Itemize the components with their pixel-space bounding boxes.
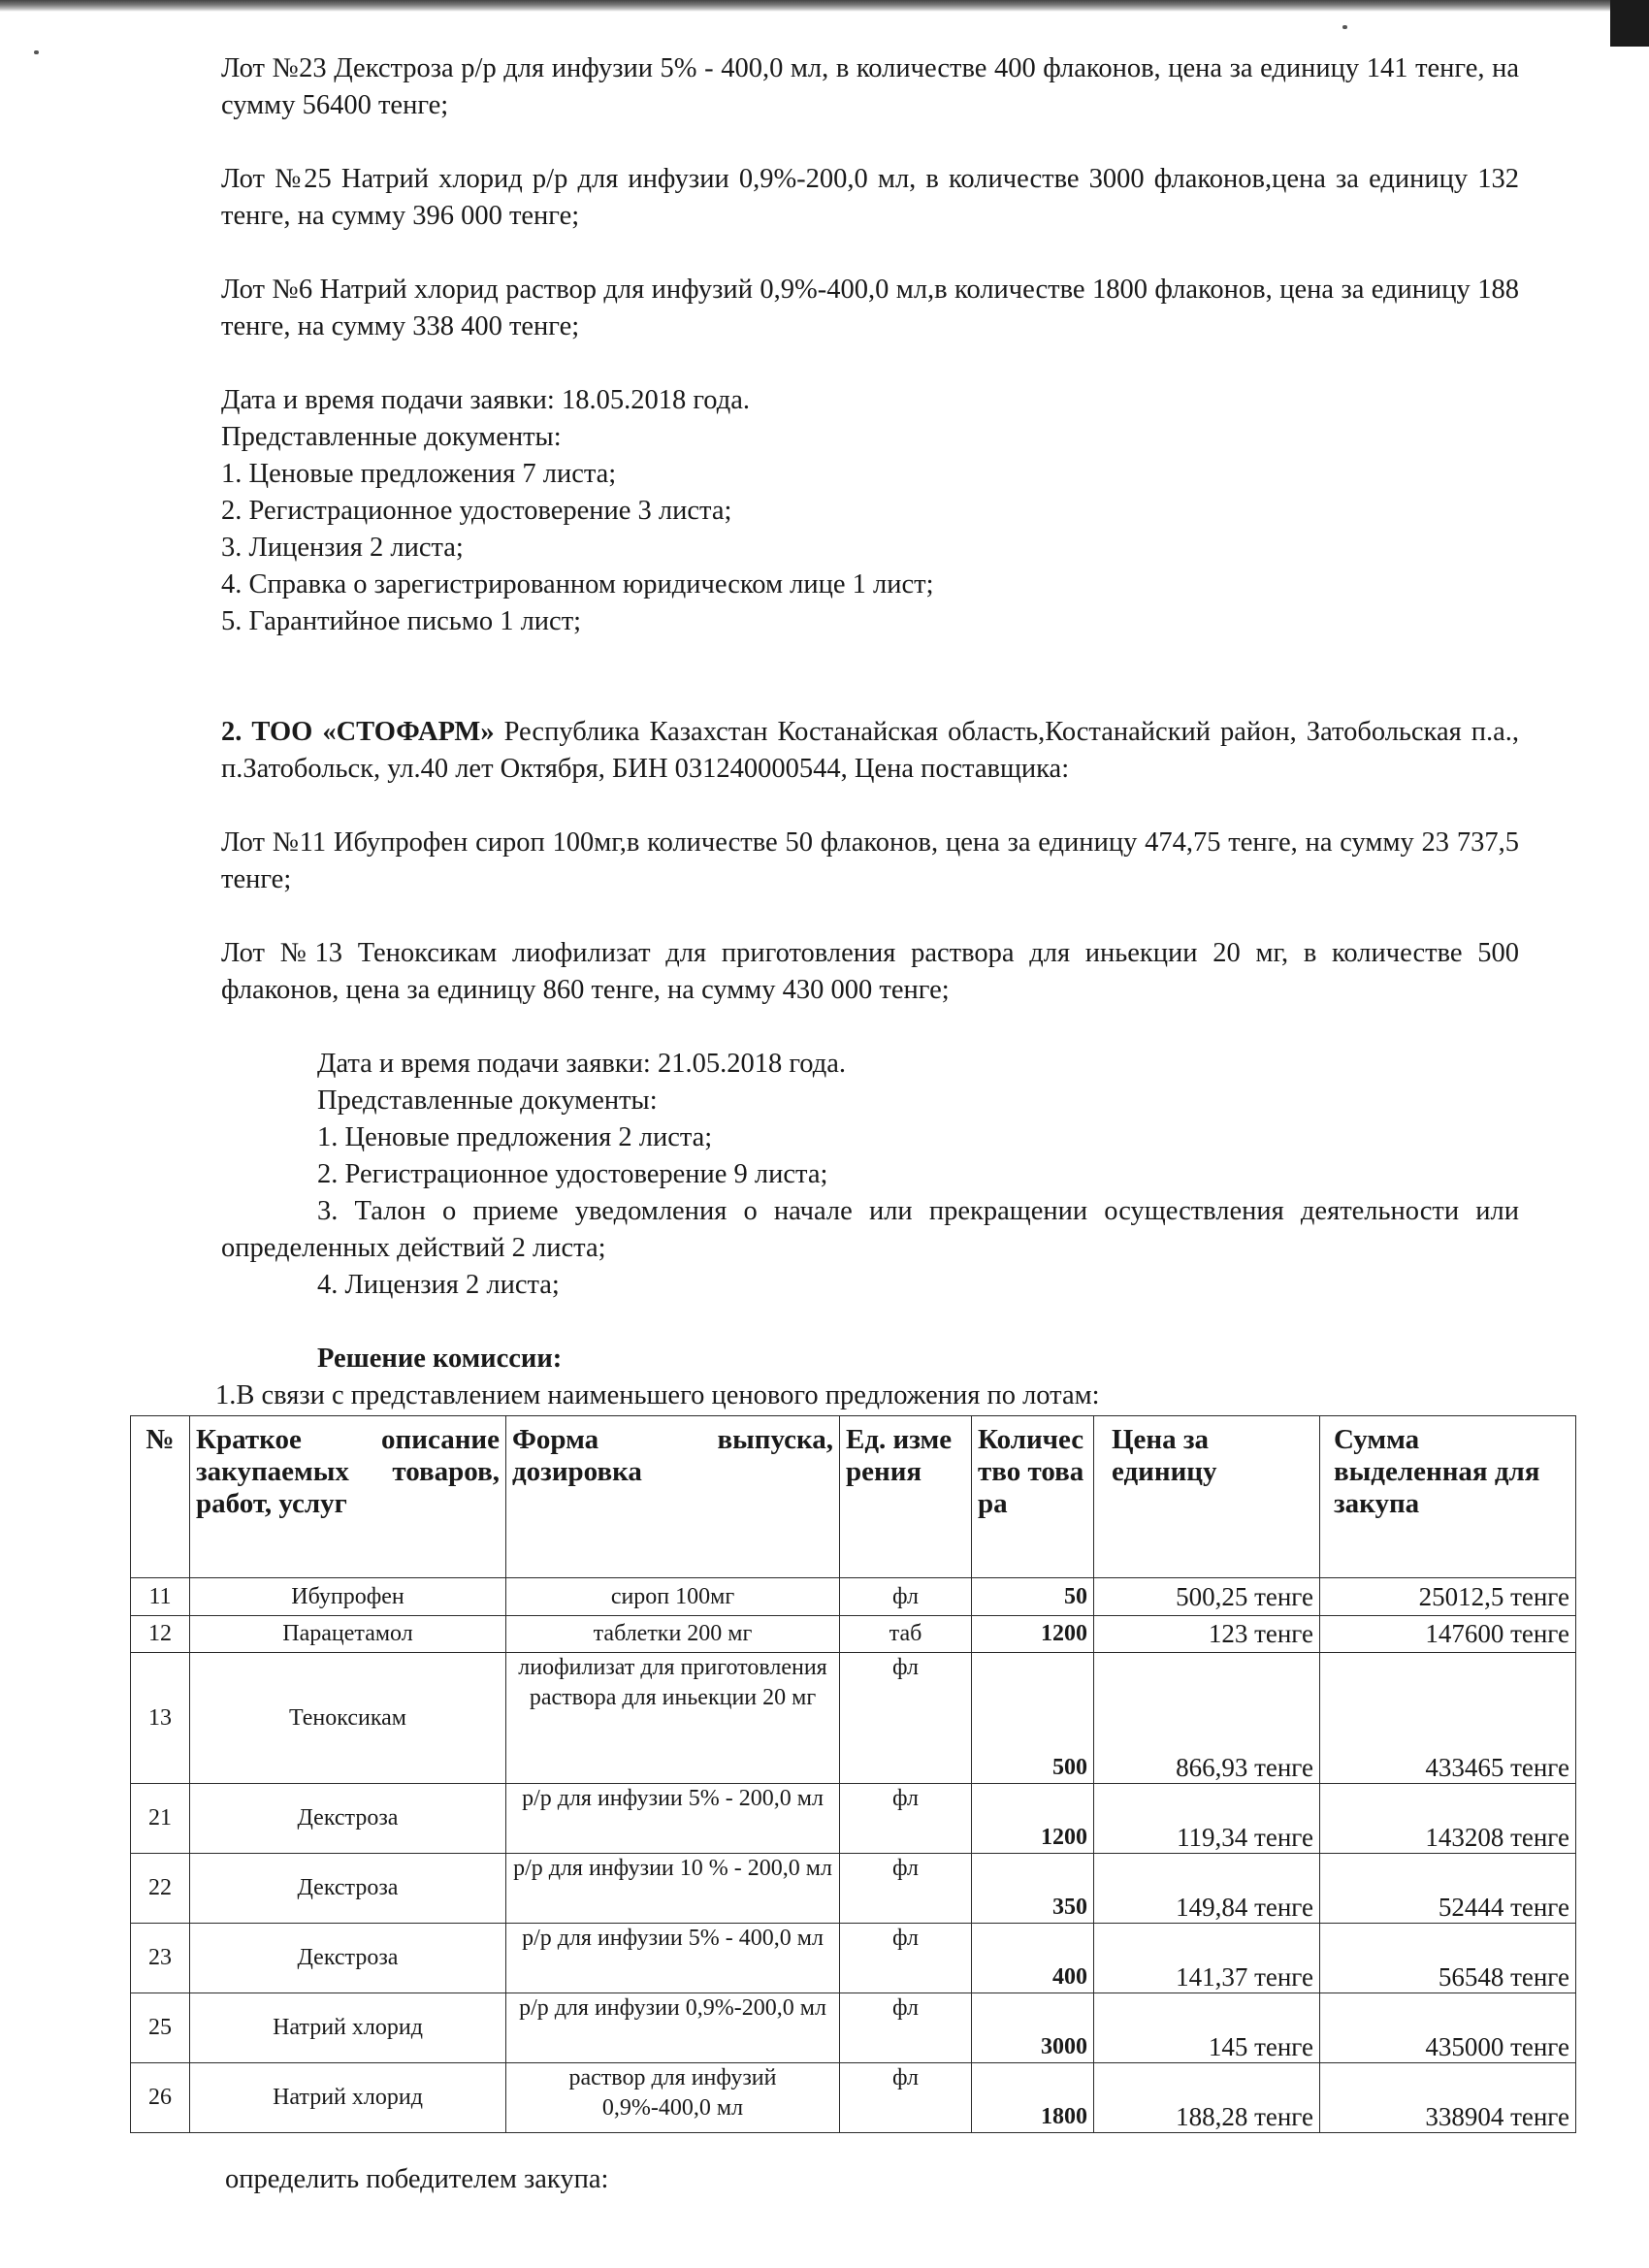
header-total: Сумма выделенная для закупа xyxy=(1320,1416,1576,1578)
row-number: 26 xyxy=(131,2063,190,2133)
documents-title: Представленные документы: xyxy=(221,422,562,452)
row-total: 147600 тенге xyxy=(1320,1616,1576,1653)
row-quantity: 3000 xyxy=(972,1993,1094,2063)
row-name: Натрий хлорид xyxy=(190,2063,506,2133)
document-item: 4. Лицензия 2 листа; xyxy=(317,1270,560,1300)
row-name: Декстроза xyxy=(190,1924,506,1993)
row-quantity: 50 xyxy=(972,1578,1094,1616)
row-price: 119,34 тенге xyxy=(1094,1784,1320,1854)
row-unit: фл xyxy=(840,1993,972,2063)
row-name: Натрий хлорид xyxy=(190,1993,506,2063)
row-quantity: 1200 xyxy=(972,1616,1094,1653)
row-form: раствор для инфузий 0,9%-400,0 мл xyxy=(506,2063,840,2133)
document-item: 4. Справка о зарегистрированном юридическом лице 1 лист; xyxy=(221,569,934,599)
row-form: р/р для инфузии 5% - 200,0 мл xyxy=(506,1784,840,1854)
row-number: 21 xyxy=(131,1784,190,1854)
row-price: 145 тенге xyxy=(1094,1993,1320,2063)
row-total: 435000 тенге xyxy=(1320,1993,1576,2063)
row-quantity: 1800 xyxy=(972,2063,1094,2133)
row-unit: фл xyxy=(840,1784,972,1854)
row-number: 11 xyxy=(131,1578,190,1616)
row-unit: фл xyxy=(840,1653,972,1784)
documents-list xyxy=(221,1119,1519,1193)
row-unit: фл xyxy=(840,1924,972,1993)
row-price: 123 тенге xyxy=(1094,1616,1320,1653)
table-row xyxy=(131,1578,1576,1616)
header-description: Краткое описание закупаемых товаров, работ, услуг xyxy=(190,1416,506,1578)
header-number: № xyxy=(131,1416,190,1578)
table-row xyxy=(131,1784,1576,1854)
row-total: 433465 тенге xyxy=(1320,1653,1576,1784)
supplier-2-name: 2. ТОО «СТОФАРМ» xyxy=(221,717,495,747)
table-row xyxy=(131,1924,1576,1993)
decision-title: Решение комиссии: xyxy=(317,1344,563,1374)
row-number: 22 xyxy=(131,1854,190,1924)
scan-top-edge xyxy=(0,0,1649,12)
row-form: р/р для инфузии 10 % - 200,0 мл xyxy=(506,1854,840,1924)
footer-line: определить победителем закупа: xyxy=(225,2164,609,2194)
row-unit: таб xyxy=(840,1616,972,1653)
header-unit: Ед. измерения xyxy=(840,1416,972,1578)
supplier-2-heading xyxy=(221,714,1519,788)
lot-13-paragraph: Лот №13 Теноксикам лиофилизат для приготовления раствора для иньекции 20 мг, в количестве 500 флаконов, цена за единицу 860 тенге, на сумму 430 000 тенге; xyxy=(221,938,1519,1005)
row-unit: фл xyxy=(840,2063,972,2133)
supplier-2-details: Республика Казахстан Костанайская область,Костанайский район, Затобольская п.а., п.Затобольск, ул.40 лет Октября, БИН 031240000544, Цена поставщика: xyxy=(221,717,1519,784)
row-price: 866,93 тенге xyxy=(1094,1653,1320,1784)
document-item: 3. Лицензия 2 листа; xyxy=(221,533,464,563)
row-total: 338904 тенге xyxy=(1320,2063,1576,2133)
header-quantity: Количество товара xyxy=(972,1416,1094,1578)
scan-speck xyxy=(1342,25,1347,29)
row-name: Декстроза xyxy=(190,1784,506,1854)
application-date-line: Дата и время подачи заявки: 21.05.2018 года. xyxy=(317,1049,847,1079)
row-name: Теноксикам xyxy=(190,1653,506,1784)
document-item: 2. Регистрационное удостоверение 9 листа; xyxy=(317,1159,828,1189)
lot-23-paragraph: Лот №23 Декстроза р/р для инфузии 5% - 400,0 мл, в количестве 400 флаконов, цена за единицу 141 тенге, на сумму 56400 тенге; xyxy=(221,53,1519,120)
documents-title: Представленные документы: xyxy=(317,1085,658,1116)
row-name: Декстроза xyxy=(190,1854,506,1924)
row-form: р/р для инфузии 5% - 400,0 мл xyxy=(506,1924,840,1993)
row-quantity: 350 xyxy=(972,1854,1094,1924)
table-row xyxy=(131,1993,1576,2063)
row-unit: фл xyxy=(840,1578,972,1616)
scan-corner xyxy=(1610,0,1649,47)
header-price: Цена за единицу xyxy=(1094,1416,1320,1578)
row-quantity: 400 xyxy=(972,1924,1094,1993)
lot-6-paragraph: Лот №6 Натрий хлорид раствор для инфузий 0,9%-400,0 мл,в количестве 1800 флаконов, цена за единицу 188 тенге, на сумму 338 400 тенге; xyxy=(221,275,1519,341)
document-item: 5. Гарантийное письмо 1 лист; xyxy=(221,606,582,636)
row-form: таблетки 200 мг xyxy=(506,1616,840,1653)
row-unit: фл xyxy=(840,1854,972,1924)
row-total: 143208 тенге xyxy=(1320,1784,1576,1854)
table-row xyxy=(131,1653,1576,1784)
row-price: 149,84 тенге xyxy=(1094,1854,1320,1924)
row-total: 25012,5 тенге xyxy=(1320,1578,1576,1616)
row-number: 23 xyxy=(131,1924,190,1993)
table-row xyxy=(131,1854,1576,1924)
row-number: 13 xyxy=(131,1653,190,1784)
row-total: 56548 тенге xyxy=(1320,1924,1576,1993)
lots-table xyxy=(130,1415,1576,2133)
lot-11-paragraph: Лот №11 Ибупрофен сироп 100мг,в количестве 50 флаконов, цена за единицу 474,75 тенге, на сумму 23 737,5 тенге; xyxy=(221,827,1519,894)
document-body xyxy=(215,50,1519,1414)
table-row xyxy=(131,1616,1576,1653)
header-form: Форма выпуска, дозировка xyxy=(506,1416,840,1578)
row-number: 25 xyxy=(131,1993,190,2063)
row-price: 188,28 тенге xyxy=(1094,2063,1320,2133)
row-quantity: 1200 xyxy=(972,1784,1094,1854)
decision-line: 1.В связи с представлением наименьшего ценового предложения по лотам: xyxy=(215,1380,1100,1410)
table-row xyxy=(131,2063,1576,2133)
row-form: сироп 100мг xyxy=(506,1578,840,1616)
table-header-row xyxy=(131,1416,1576,1578)
document-item: 2. Регистрационное удостоверение 3 листа; xyxy=(221,496,732,526)
row-price: 500,25 тенге xyxy=(1094,1578,1320,1616)
row-form: лиофилизат для приготовления раствора для иньекции 20 мг xyxy=(506,1653,840,1784)
row-name: Парацетамол xyxy=(190,1616,506,1653)
row-total: 52444 тенге xyxy=(1320,1854,1576,1924)
row-quantity: 500 xyxy=(972,1653,1094,1784)
scan-speck xyxy=(34,50,39,54)
application-date-line: Дата и время подачи заявки: 18.05.2018 года. xyxy=(221,385,751,415)
row-price: 141,37 тенге xyxy=(1094,1924,1320,1993)
document-item: 1. Ценовые предложения 2 листа; xyxy=(317,1122,713,1152)
document-item: 1. Ценовые предложения 7 листа; xyxy=(221,459,617,489)
row-name: Ибупрофен xyxy=(190,1578,506,1616)
document-item: 3. Талон о приеме уведомления о начале или прекращении осуществления деятельности или определенных действий 2 листа; xyxy=(221,1196,1519,1263)
row-form: р/р для инфузии 0,9%-200,0 мл xyxy=(506,1993,840,2063)
documents-list xyxy=(221,456,1519,640)
row-number: 12 xyxy=(131,1616,190,1653)
lot-25-paragraph: Лот №25 Натрий хлорид р/р для инфузии 0,9%-200,0 мл, в количестве 3000 флаконов,цена за единицу 132 тенге, на сумму 396 000 тенге; xyxy=(221,164,1519,231)
